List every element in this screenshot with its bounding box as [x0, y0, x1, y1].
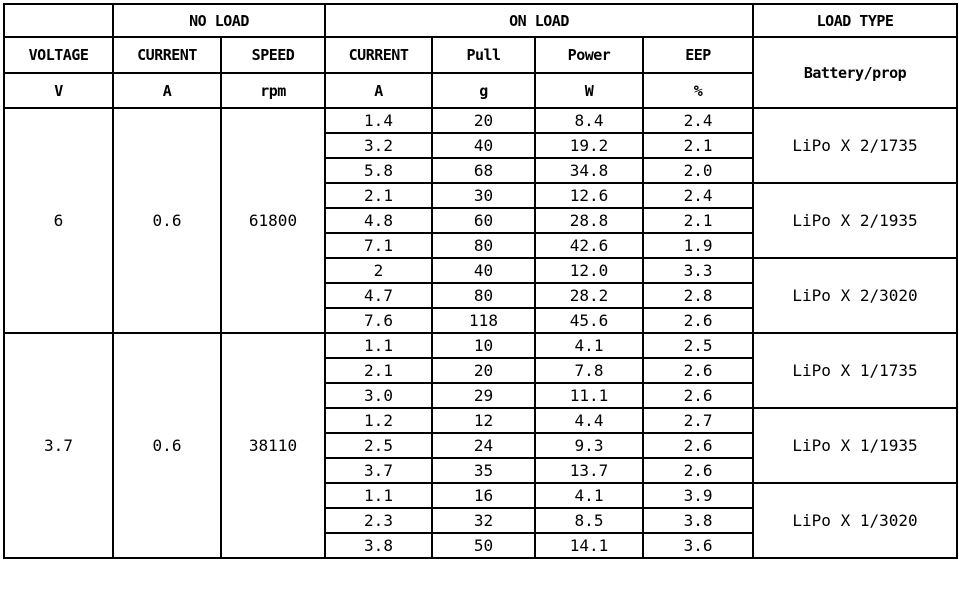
cell-eep: 3.3: [643, 258, 753, 283]
cell-current: 2: [325, 258, 432, 283]
header-on-current: CURRENT: [325, 37, 432, 73]
cell-pull: 16: [432, 483, 535, 508]
cell-power: 28.2: [535, 283, 643, 308]
cell-eep: 2.7: [643, 408, 753, 433]
header-no-load: NO LOAD: [113, 4, 325, 37]
header-eep: EEP: [643, 37, 753, 73]
cell-power: 12.6: [535, 183, 643, 208]
cell-eep: 2.6: [643, 308, 753, 333]
cell-eep: 1.9: [643, 233, 753, 258]
cell-pull: 60: [432, 208, 535, 233]
cell-power: 7.8: [535, 358, 643, 383]
cell-voltage: 6: [4, 108, 113, 333]
cell-current: 3.7: [325, 458, 432, 483]
cell-current: 1.4: [325, 108, 432, 133]
header-load-type: LOAD TYPE: [753, 4, 957, 37]
cell-power: 4.1: [535, 333, 643, 358]
header-row-groups: [4, 4, 957, 37]
cell-eep: 2.8: [643, 283, 753, 308]
cell-battery-prop: LiPo X 1/1735: [753, 333, 957, 408]
cell-pull: 32: [432, 508, 535, 533]
cell-eep: 2.1: [643, 208, 753, 233]
cell-current: 7.6: [325, 308, 432, 333]
cell-pull: 29: [432, 383, 535, 408]
cell-eep: 3.9: [643, 483, 753, 508]
cell-pull: 20: [432, 108, 535, 133]
cell-eep: 2.6: [643, 458, 753, 483]
unit-eep: %: [643, 73, 753, 108]
cell-eep: 2.6: [643, 433, 753, 458]
cell-pull: 35: [432, 458, 535, 483]
cell-power: 9.3: [535, 433, 643, 458]
cell-battery-prop: LiPo X 2/1935: [753, 183, 957, 258]
cell-eep: 3.8: [643, 508, 753, 533]
table-row: [4, 333, 957, 358]
cell-current: 4.8: [325, 208, 432, 233]
unit-speed: rpm: [221, 73, 325, 108]
cell-power: 12.0: [535, 258, 643, 283]
cell-eep: 2.4: [643, 183, 753, 208]
cell-current: 7.1: [325, 233, 432, 258]
cell-current: 1.1: [325, 483, 432, 508]
cell-battery-prop: LiPo X 2/3020: [753, 258, 957, 333]
header-on-load: ON LOAD: [325, 4, 753, 37]
cell-pull: 12: [432, 408, 535, 433]
cell-pull: 80: [432, 283, 535, 308]
cell-speed: 38110: [221, 333, 325, 558]
cell-pull: 50: [432, 533, 535, 558]
cell-power: 11.1: [535, 383, 643, 408]
cell-pull: 20: [432, 358, 535, 383]
cell-power: 19.2: [535, 133, 643, 158]
cell-noload-current: 0.6: [113, 333, 221, 558]
unit-pull: g: [432, 73, 535, 108]
header-current: CURRENT: [113, 37, 221, 73]
unit-voltage: V: [4, 73, 113, 108]
cell-pull: 30: [432, 183, 535, 208]
motor-spec-table: [3, 3, 958, 559]
cell-pull: 80: [432, 233, 535, 258]
cell-power: 34.8: [535, 158, 643, 183]
cell-current: 1.2: [325, 408, 432, 433]
cell-pull: 24: [432, 433, 535, 458]
cell-speed: 61800: [221, 108, 325, 333]
header-voltage: VOLTAGE: [4, 37, 113, 73]
cell-power: 4.4: [535, 408, 643, 433]
cell-current: 4.7: [325, 283, 432, 308]
cell-eep: 2.5: [643, 333, 753, 358]
unit-power: W: [535, 73, 643, 108]
cell-current: 5.8: [325, 158, 432, 183]
cell-power: 8.5: [535, 508, 643, 533]
cell-voltage: 3.7: [4, 333, 113, 558]
cell-power: 42.6: [535, 233, 643, 258]
unit-current: A: [113, 73, 221, 108]
header-battery-prop: Battery/prop: [753, 37, 957, 108]
cell-power: 8.4: [535, 108, 643, 133]
cell-current: 2.5: [325, 433, 432, 458]
cell-pull: 118: [432, 308, 535, 333]
cell-eep: 2.0: [643, 158, 753, 183]
unit-on-current: A: [325, 73, 432, 108]
header-speed: SPEED: [221, 37, 325, 73]
cell-pull: 40: [432, 133, 535, 158]
cell-eep: 2.4: [643, 108, 753, 133]
cell-battery-prop: LiPo X 1/3020: [753, 483, 957, 558]
cell-battery-prop: LiPo X 2/1735: [753, 108, 957, 183]
cell-power: 45.6: [535, 308, 643, 333]
header-power: Power: [535, 37, 643, 73]
cell-pull: 10: [432, 333, 535, 358]
header-row-fields: [4, 37, 957, 73]
cell-noload-current: 0.6: [113, 108, 221, 333]
table-row: [4, 108, 957, 133]
cell-current: 3.8: [325, 533, 432, 558]
cell-power: 13.7: [535, 458, 643, 483]
cell-current: 2.3: [325, 508, 432, 533]
header-pull: Pull: [432, 37, 535, 73]
header-blank: [4, 4, 113, 37]
cell-battery-prop: LiPo X 1/1935: [753, 408, 957, 483]
cell-current: 2.1: [325, 358, 432, 383]
cell-current: 1.1: [325, 333, 432, 358]
cell-eep: 2.1: [643, 133, 753, 158]
cell-power: 28.8: [535, 208, 643, 233]
cell-power: 4.1: [535, 483, 643, 508]
cell-current: 3.2: [325, 133, 432, 158]
cell-pull: 40: [432, 258, 535, 283]
cell-power: 14.1: [535, 533, 643, 558]
cell-current: 2.1: [325, 183, 432, 208]
cell-eep: 2.6: [643, 358, 753, 383]
cell-eep: 3.6: [643, 533, 753, 558]
cell-current: 3.0: [325, 383, 432, 408]
cell-pull: 68: [432, 158, 535, 183]
cell-eep: 2.6: [643, 383, 753, 408]
